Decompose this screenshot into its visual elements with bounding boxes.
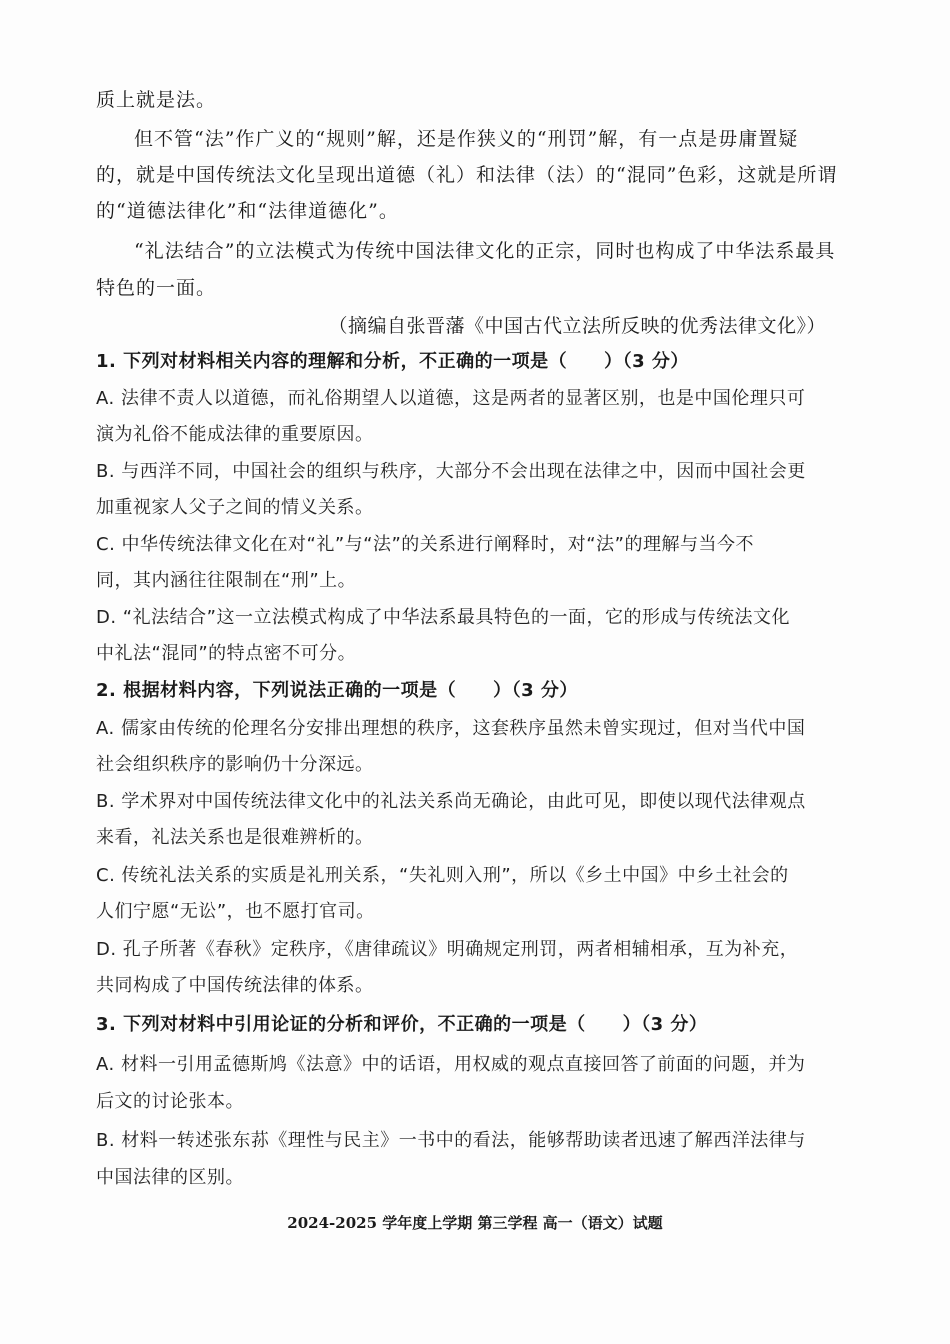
passage-line: 但不管“法”作广义的“规则”解，还是作狭义的“刑罚”解，有一点是毋庸置疑 — [134, 128, 799, 150]
option-line: 共同构成了中国传统法律的体系。 — [96, 975, 374, 996]
page-footer: 2024-2025 学年度上学期 第三学程 高一（语文）试题 — [287, 1214, 663, 1232]
option-line: 中国法律的区别。 — [96, 1167, 244, 1188]
passage-line: 的“道德法律化”和“法律道德化”。 — [96, 200, 399, 222]
passage-line: 的，就是中国传统法文化呈现出道德（礼）和法律（法）的“混同”色彩，这就是所谓 — [96, 164, 838, 186]
option-line: 加重视家人父子之间的情义关系。 — [96, 497, 374, 518]
passage-source: （摘编自张晋藩《中国古代立法所反映的优秀法律文化》） — [328, 315, 826, 337]
option-line: 后文的讨论张本。 — [96, 1091, 244, 1112]
passage-line: 质上就是法。 — [96, 89, 217, 111]
passage-line: “礼法结合”的立法模式为传统中国法律文化的正宗，同时也构成了中华法系最具 — [134, 240, 836, 262]
option-line: A. 材料一引用孟德斯鸠《法意》中的话语，用权威的观点直接回答了前面的问题，并为 — [96, 1054, 806, 1075]
option-line: 同，其内涵往往限制在“刑”上。 — [96, 570, 357, 591]
question-stem: 2. 根据材料内容，下列说法正确的一项是（ ）（3 分） — [96, 680, 578, 701]
option-line: C. 传统礼法关系的实质是礼刑关系，“失礼则入刑”，所以《乡土中国》中乡土社会的 — [96, 865, 789, 886]
question-stem: 3. 下列对材料中引用论证的分析和评价，不正确的一项是（ ）（3 分） — [96, 1014, 708, 1035]
option-line: 中礼法“混同”的特点密不可分。 — [96, 643, 357, 664]
option-line: 来看，礼法关系也是很难辨析的。 — [96, 827, 374, 848]
option-line: A. 儒家由传统的伦理名分安排出理想的秩序，这套秩序虽然未曾实现过，但对当代中国 — [96, 718, 806, 739]
option-line: B. 与西洋不同，中国社会的组织与秩序，大部分不会出现在法律之中，因而中国社会更 — [96, 461, 806, 482]
option-line: B. 材料一转述张东荪《理性与民主》一书中的看法，能够帮助读者迅速了解西洋法律与 — [96, 1130, 806, 1151]
option-line: D. “礼法结合”这一立法模式构成了中华法系最具特色的一面，它的形成与传统法文化 — [96, 607, 790, 628]
option-line: C. 中华传统法律文化在对“礼”与“法”的关系进行阐释时，对“法”的理解与当今不 — [96, 534, 754, 555]
passage-line: 特色的一面。 — [96, 277, 217, 299]
option-line: A. 法律不责人以道德，而礼俗期望人以道德，这是两者的显著区别，也是中国伦理只可 — [96, 388, 806, 409]
option-line: 演为礼俗不能成法律的重要原因。 — [96, 424, 374, 445]
question-stem: 1. 下列对材料相关内容的理解和分析，不正确的一项是（ ）（3 分） — [96, 351, 689, 372]
option-line: B. 学术界对中国传统法律文化中的礼法关系尚无确论，由此可见，即使以现代法律观点 — [96, 791, 806, 812]
option-line: 人们宁愿“无讼”，也不愿打官司。 — [96, 901, 375, 922]
option-line: 社会组织秩序的影响仍十分深远。 — [96, 754, 374, 775]
option-line: D. 孔子所著《春秋》定秩序，《唐律疏议》明确规定刑罚，两者相辅相承，互为补充， — [96, 939, 799, 960]
